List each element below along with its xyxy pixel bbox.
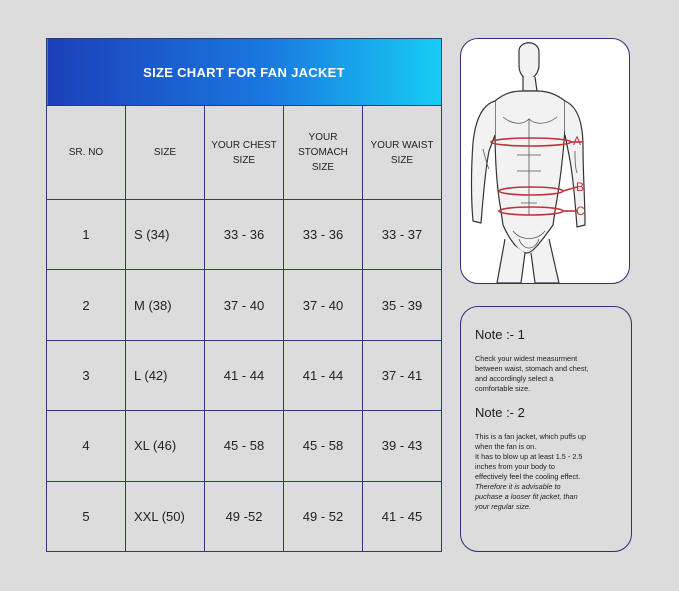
cell-sr: 2	[47, 270, 126, 340]
cell-chest: 37 - 40	[205, 270, 284, 340]
note2-body	[475, 432, 619, 512]
table-row	[47, 340, 442, 410]
label-c: C	[576, 204, 585, 218]
header-waist	[363, 106, 442, 200]
table-row	[47, 199, 442, 269]
table-header-row	[47, 106, 442, 200]
header-chest-line2: SIZE	[232, 154, 256, 166]
torso-illustration	[461, 39, 629, 283]
note2-italic-line: Therefore it is advisable to	[475, 482, 561, 491]
note2-italic-line: your regular size.	[475, 502, 531, 511]
note2-line: effectively feel the cooling effect.	[475, 472, 581, 481]
cell-waist: 33 - 37	[363, 199, 442, 269]
note1-line: and accordingly select a	[475, 374, 554, 383]
label-a: A	[573, 134, 582, 148]
cell-stomach: 33 - 36	[284, 199, 363, 269]
note1-line: between waist, stomach and chest,	[475, 364, 589, 373]
table-row	[47, 481, 442, 551]
note1-line: Check your widest measurment	[475, 354, 578, 363]
note1-heading: Note :- 1	[475, 327, 525, 342]
cell-chest: 45 - 58	[205, 411, 284, 481]
note1-body	[475, 354, 619, 394]
table-row	[47, 411, 442, 481]
notes-panel	[460, 306, 632, 552]
cell-waist: 41 - 45	[363, 481, 442, 551]
cell-sr: 5	[47, 481, 126, 551]
header-size-text: SIZE	[153, 147, 177, 159]
header-sr-no-text: SR. NO	[68, 147, 104, 159]
size-chart-table	[46, 38, 442, 552]
note2-italic-line: puchase a looser fit jacket, than	[475, 492, 578, 501]
cell-size: XXL (50)	[126, 481, 205, 551]
header-stomach-line2: STOMACH	[298, 147, 348, 159]
table-title: SIZE CHART FOR FAN JACKET	[47, 39, 442, 106]
note2-line: It has to blow up at least 1.5 - 2.5	[475, 452, 583, 461]
header-chest	[205, 106, 284, 200]
cell-sr: 3	[47, 340, 126, 410]
note2-line: inches from your body to	[475, 462, 555, 471]
note2-heading: Note :- 2	[475, 405, 525, 420]
header-sr-no	[47, 106, 126, 200]
label-b: B	[576, 180, 585, 194]
cell-sr: 4	[47, 411, 126, 481]
cell-stomach: 49 - 52	[284, 481, 363, 551]
cell-stomach: 45 - 58	[284, 411, 363, 481]
cell-stomach: 41 - 44	[284, 340, 363, 410]
note2-line: This is a fan jacket, which puffs up	[475, 432, 586, 441]
cell-chest: 49 -52	[205, 481, 284, 551]
cell-chest: 41 - 44	[205, 340, 284, 410]
note2-line: when the fan is on.	[475, 442, 537, 451]
cell-waist: 39 - 43	[363, 411, 442, 481]
header-stomach-line1: YOUR	[308, 132, 338, 144]
cell-size: L (42)	[126, 340, 205, 410]
cell-size: XL (46)	[126, 411, 205, 481]
table-row	[47, 270, 442, 340]
header-stomach	[284, 106, 363, 200]
cell-waist: 35 - 39	[363, 270, 442, 340]
cell-size: S (34)	[126, 199, 205, 269]
header-waist-line1: YOUR WAIST	[370, 139, 434, 151]
header-waist-line2: SIZE	[390, 154, 414, 166]
cell-chest: 33 - 36	[205, 199, 284, 269]
cell-stomach: 37 - 40	[284, 270, 363, 340]
cell-size: M (38)	[126, 270, 205, 340]
cell-sr: 1	[47, 199, 126, 269]
body-measurement-figure	[460, 38, 630, 284]
header-stomach-line3: SIZE	[311, 162, 335, 174]
header-size	[126, 106, 205, 200]
cell-waist: 37 - 41	[363, 340, 442, 410]
note1-line: comfortable size.	[475, 384, 531, 393]
header-chest-line1: YOUR CHEST	[211, 139, 277, 151]
